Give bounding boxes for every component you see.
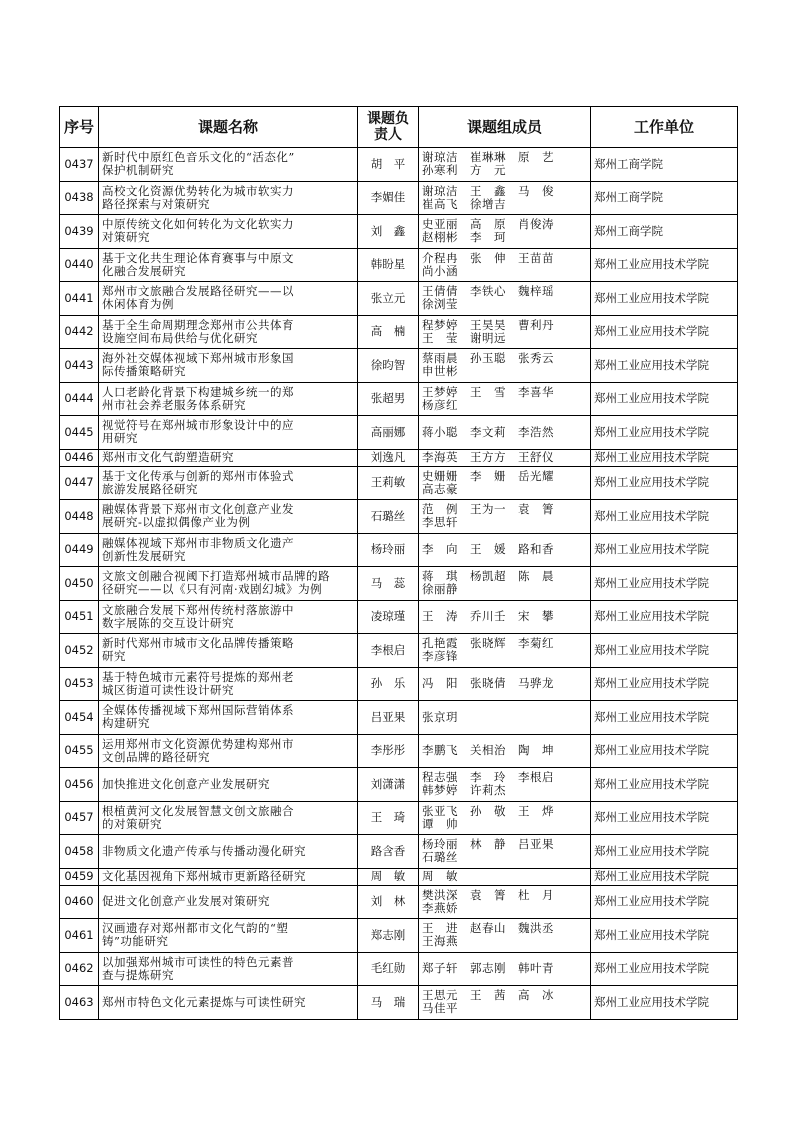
project-title: 文旅文创融合视阈下打造郑州城市品牌的路 径研究——以《只有河南·戏剧幻城》为例 [99, 567, 358, 601]
project-members: 蒋小聪 李文莉 李浩然 [419, 416, 591, 450]
work-unit: 郑州工业应用技术学院 [591, 835, 738, 869]
project-members: 蔡雨晨 孙玉聪 张秀云 申世彬 [419, 349, 591, 383]
work-unit: 郑州工业应用技术学院 [591, 466, 738, 500]
work-unit: 郑州工业应用技术学院 [591, 986, 738, 1020]
table-row [60, 986, 738, 1020]
row-number: 0437 [60, 148, 99, 182]
project-members: 程梦婷 王昊昊 曹利丹 王 莹 谢明远 [419, 315, 591, 349]
project-lead: 高 楠 [358, 315, 419, 349]
project-lead: 李彤彤 [358, 734, 419, 768]
project-members: 谢琼洁 崔琳琳 原 艺 孙寒利 方 元 [419, 148, 591, 182]
table-row [60, 919, 738, 953]
project-members: 范 例 王为一 袁 箐 李思轩 [419, 500, 591, 534]
work-unit: 郑州工商学院 [591, 148, 738, 182]
work-unit: 郑州工业应用技术学院 [591, 634, 738, 668]
table-row [60, 282, 738, 316]
row-number: 0442 [60, 315, 99, 349]
project-lead: 凌琼瑾 [358, 600, 419, 634]
project-title: 文旅融合发展下郑州传统村落旅游中 数字展陈的交互设计研究 [99, 600, 358, 634]
table-row [60, 449, 738, 466]
project-title: 非物质文化遗产传承与传播动漫化研究 [99, 835, 358, 869]
project-title: 郑州市文化气韵塑造研究 [99, 449, 358, 466]
project-lead: 马 蕊 [358, 567, 419, 601]
project-members: 程志强 李 玲 李根启 韩梦婷 许莉杰 [419, 768, 591, 802]
project-title: 海外社交媒体视域下郑州城市形象国 际传播策略研究 [99, 349, 358, 383]
project-table [59, 106, 738, 1020]
project-members: 史姗姗 李 姗 岳光耀 高志豪 [419, 466, 591, 500]
project-members: 王梦婷 王 雪 李喜华 杨彦红 [419, 382, 591, 416]
row-number: 0455 [60, 734, 99, 768]
project-lead: 石璐丝 [358, 500, 419, 534]
project-lead: 孙 乐 [358, 667, 419, 701]
project-members: 史亚丽 高 原 肖俊涛 赵栩彬 李 珂 [419, 215, 591, 249]
project-title: 高校文化资源优势转化为城市软实力 路径探索与对策研究 [99, 181, 358, 215]
project-title: 基于文化传承与创新的郑州市体验式 旅游发展路径研究 [99, 466, 358, 500]
project-lead: 张立元 [358, 282, 419, 316]
row-number: 0447 [60, 466, 99, 500]
project-members: 孔艳霞 张晓辉 李菊红 李彦锋 [419, 634, 591, 668]
row-number: 0456 [60, 768, 99, 802]
work-unit: 郑州工业应用技术学院 [591, 382, 738, 416]
project-lead: 吕亚果 [358, 701, 419, 735]
table-row [60, 466, 738, 500]
row-number: 0461 [60, 919, 99, 953]
project-members: 周 敏 [419, 868, 591, 885]
work-unit: 郑州工业应用技术学院 [591, 500, 738, 534]
table-row [60, 835, 738, 869]
table-body [60, 148, 738, 1020]
header-no: 序号 [60, 107, 99, 148]
table-header [60, 107, 738, 148]
project-lead: 王莉敏 [358, 466, 419, 500]
project-title: 文化基因视角下郑州城市更新路径研究 [99, 868, 358, 885]
work-unit: 郑州工商学院 [591, 215, 738, 249]
project-members: 李海英 王方方 王舒仪 [419, 449, 591, 466]
header-unit: 工作单位 [591, 107, 738, 148]
project-members: 李 向 王 媛 路和香 [419, 533, 591, 567]
row-number: 0459 [60, 868, 99, 885]
table-row [60, 952, 738, 986]
work-unit: 郑州工业应用技术学院 [591, 567, 738, 601]
project-lead: 李根启 [358, 634, 419, 668]
project-members: 谢琼洁 王 鑫 马 俊 崔高飞 徐增吉 [419, 181, 591, 215]
work-unit: 郑州工业应用技术学院 [591, 282, 738, 316]
row-number: 0454 [60, 701, 99, 735]
work-unit: 郑州工业应用技术学院 [591, 416, 738, 450]
table-row [60, 734, 738, 768]
header-title: 课题名称 [99, 107, 358, 148]
project-title: 基于特色城市元素符号提炼的郑州老 城区街道可读性设计研究 [99, 667, 358, 701]
project-lead: 路含香 [358, 835, 419, 869]
project-title: 以加强郑州城市可读性的特色元素普 查与提炼研究 [99, 952, 358, 986]
work-unit: 郑州工业应用技术学院 [591, 349, 738, 383]
project-title: 新时代中原红色音乐文化的“活态化” 保护机制研究 [99, 148, 358, 182]
project-lead: 刘潇潇 [358, 768, 419, 802]
work-unit: 郑州工业应用技术学院 [591, 885, 738, 919]
table-row [60, 885, 738, 919]
project-members: 郑子轩 郭志刚 韩叶青 [419, 952, 591, 986]
row-number: 0452 [60, 634, 99, 668]
table-row [60, 701, 738, 735]
row-number: 0453 [60, 667, 99, 701]
project-title: 郑州市文旅融合发展路径研究——以 休闲体育为例 [99, 282, 358, 316]
row-number: 0460 [60, 885, 99, 919]
row-number: 0449 [60, 533, 99, 567]
project-lead: 周 敏 [358, 868, 419, 885]
work-unit: 郑州工业应用技术学院 [591, 734, 738, 768]
table-row [60, 667, 738, 701]
table-row [60, 567, 738, 601]
project-lead: 胡 平 [358, 148, 419, 182]
project-title: 人口老龄化背景下构建城乡统一的郑 州市社会养老服务体系研究 [99, 382, 358, 416]
table-row [60, 315, 738, 349]
table-row [60, 634, 738, 668]
row-number: 0438 [60, 181, 99, 215]
project-title: 中原传统文化如何转化为文化软实力 对策研究 [99, 215, 358, 249]
project-members: 王倩倩 李铁心 魏梓瑶 徐浏莹 [419, 282, 591, 316]
row-number: 0462 [60, 952, 99, 986]
project-title: 汉画遗存对郑州都市文化气韵的“塑 铸”功能研究 [99, 919, 358, 953]
table-row [60, 801, 738, 835]
table-row [60, 416, 738, 450]
work-unit: 郑州工业应用技术学院 [591, 600, 738, 634]
project-lead: 李媚佳 [358, 181, 419, 215]
work-unit: 郑州工业应用技术学院 [591, 449, 738, 466]
work-unit: 郑州工商学院 [591, 181, 738, 215]
project-lead: 毛红勋 [358, 952, 419, 986]
project-members: 樊洪深 袁 箐 杜 月 李燕娇 [419, 885, 591, 919]
row-number: 0443 [60, 349, 99, 383]
work-unit: 郑州工业应用技术学院 [591, 701, 738, 735]
work-unit: 郑州工业应用技术学院 [591, 952, 738, 986]
project-title: 郑州市特色文化元素提炼与可读性研究 [99, 986, 358, 1020]
project-members: 杨玲丽 林 静 吕亚果 石璐丝 [419, 835, 591, 869]
project-lead: 张超男 [358, 382, 419, 416]
project-lead: 徐昀智 [358, 349, 419, 383]
table-row [60, 600, 738, 634]
project-title: 新时代郑州市城市文化品牌传播策略 研究 [99, 634, 358, 668]
project-members: 王 涛 乔川壬 宋 攀 [419, 600, 591, 634]
project-members: 张亚飞 孙 敬 王 烨 谭 帅 [419, 801, 591, 835]
work-unit: 郑州工业应用技术学院 [591, 315, 738, 349]
project-title: 加快推进文化创意产业发展研究 [99, 768, 358, 802]
project-members: 冯 阳 张晓倩 马骅龙 [419, 667, 591, 701]
project-title: 基于全生命周期理念郑州市公共体育 设施空间布局供给与优化研究 [99, 315, 358, 349]
row-number: 0450 [60, 567, 99, 601]
project-title: 促进文化创意产业发展对策研究 [99, 885, 358, 919]
project-members: 王思元 王 茜 高 冰 马佳平 [419, 986, 591, 1020]
work-unit: 郑州工业应用技术学院 [591, 868, 738, 885]
project-members: 蒋 琪 杨凯超 陈 晨 徐丽静 [419, 567, 591, 601]
row-number: 0451 [60, 600, 99, 634]
project-lead: 刘逸凡 [358, 449, 419, 466]
table-row [60, 382, 738, 416]
project-lead: 刘 鑫 [358, 215, 419, 249]
row-number: 0458 [60, 835, 99, 869]
work-unit: 郑州工业应用技术学院 [591, 919, 738, 953]
work-unit: 郑州工业应用技术学院 [591, 248, 738, 282]
project-lead: 王 琦 [358, 801, 419, 835]
project-title: 运用郑州市文化资源优势建构郑州市 文创品牌的路径研究 [99, 734, 358, 768]
table-row [60, 768, 738, 802]
project-title: 基于文化共生理论体育赛事与中原文 化融合发展研究 [99, 248, 358, 282]
row-number: 0440 [60, 248, 99, 282]
work-unit: 郑州工业应用技术学院 [591, 801, 738, 835]
row-number: 0448 [60, 500, 99, 534]
row-number: 0445 [60, 416, 99, 450]
row-number: 0444 [60, 382, 99, 416]
project-members: 王 进 赵春山 魏洪丞 王海燕 [419, 919, 591, 953]
project-title: 视觉符号在郑州城市形象设计中的应 用研究 [99, 416, 358, 450]
project-title: 根植黄河文化发展智慧文创文旅融合 的对策研究 [99, 801, 358, 835]
row-number: 0441 [60, 282, 99, 316]
project-lead: 郑志刚 [358, 919, 419, 953]
project-members: 李鹏飞 关相治 陶 坤 [419, 734, 591, 768]
table-row [60, 500, 738, 534]
project-title: 全媒体传播视域下郑州国际营销体系 构建研究 [99, 701, 358, 735]
project-title: 融媒体背景下郑州市文化创意产业发 展研究-以虚拟偶像产业为例 [99, 500, 358, 534]
row-number: 0463 [60, 986, 99, 1020]
project-lead: 刘 林 [358, 885, 419, 919]
project-members: 张京玥 [419, 701, 591, 735]
table-row [60, 215, 738, 249]
table-row [60, 248, 738, 282]
project-lead: 马 瑞 [358, 986, 419, 1020]
header-lead: 课题负责人 [358, 107, 419, 148]
project-lead: 高丽娜 [358, 416, 419, 450]
row-number: 0446 [60, 449, 99, 466]
project-members: 介程冉 张 伸 王苗苗 尚小涵 [419, 248, 591, 282]
project-title: 融媒体视域下郑州市非物质文化遗产 创新性发展研究 [99, 533, 358, 567]
project-lead: 韩盼星 [358, 248, 419, 282]
header-members: 课题组成员 [419, 107, 591, 148]
project-lead: 杨玲丽 [358, 533, 419, 567]
table-row [60, 868, 738, 885]
work-unit: 郑州工业应用技术学院 [591, 768, 738, 802]
row-number: 0457 [60, 801, 99, 835]
work-unit: 郑州工业应用技术学院 [591, 667, 738, 701]
row-number: 0439 [60, 215, 99, 249]
table-row [60, 181, 738, 215]
table-row [60, 148, 738, 182]
table-row [60, 533, 738, 567]
work-unit: 郑州工业应用技术学院 [591, 533, 738, 567]
table-row [60, 349, 738, 383]
